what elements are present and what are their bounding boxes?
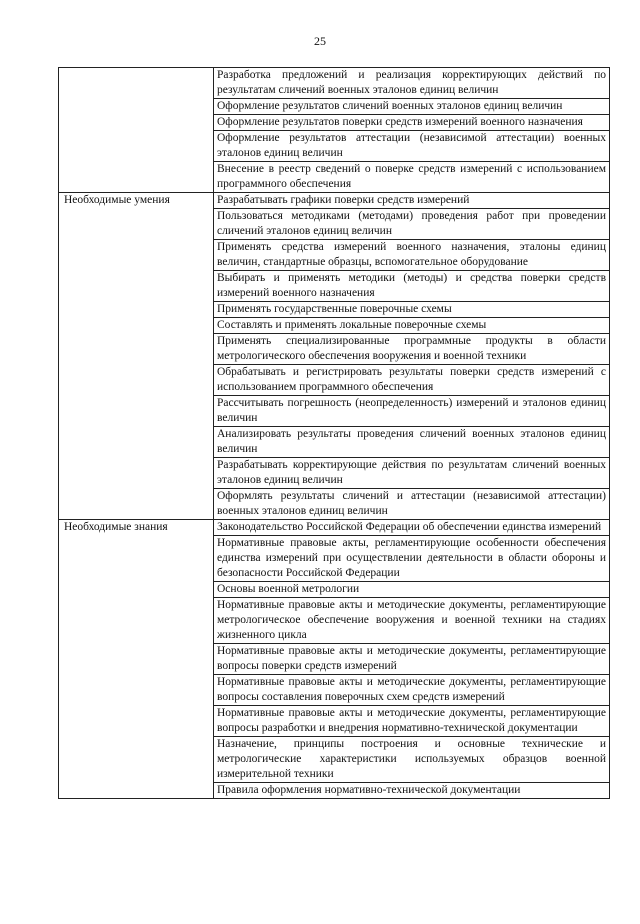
requirement-cell: [214, 582, 610, 598]
requirement-cell: [214, 193, 610, 209]
requirement-cell: [214, 131, 610, 162]
requirement-cell: [214, 68, 610, 99]
requirement-cell: [214, 334, 610, 365]
requirement-text: Нормативные правовые акты и методические документы, регламентирующие вопросы составления поверочных схем средств измерений: [217, 676, 606, 703]
requirement-cell: [214, 458, 610, 489]
table-row: [59, 68, 610, 99]
requirement-cell: [214, 115, 610, 131]
requirement-text: Оформление результатов сличений военных эталонов единиц величин: [217, 100, 563, 112]
requirement-cell: [214, 318, 610, 334]
requirement-cell: [214, 162, 610, 193]
requirement-cell: [214, 365, 610, 396]
requirement-text: Пользоваться методиками (методами) проведения работ при проведении сличений эталонов единиц величин: [217, 210, 606, 237]
requirement-text: Применять государственные поверочные схемы: [217, 303, 452, 315]
requirement-text: Назначение, принципы построения и основные технические и метрологические характеристики используемых образцов военной измерительной техники: [217, 738, 606, 780]
requirement-cell: [214, 99, 610, 115]
section-label-cell: [59, 68, 214, 193]
requirement-text: Выбирать и применять методики (методы) и средства поверки средств измерений военного назначения: [217, 272, 606, 299]
requirement-text: Оформление результатов аттестации (независимой аттестации) военных эталонов единиц величин: [217, 132, 606, 159]
requirement-text: Основы военной метрологии: [217, 583, 360, 595]
requirement-cell: [214, 675, 610, 706]
requirement-text: Законодательство Российской Федерации об обеспечении единства измерений: [217, 521, 602, 533]
requirement-cell: [214, 396, 610, 427]
requirement-cell: [214, 271, 610, 302]
requirement-cell: [214, 302, 610, 318]
section-label-cell: [59, 193, 214, 520]
requirement-text: Обрабатывать и регистрировать результаты поверки средств измерений с использованием программного обеспечения: [217, 366, 606, 393]
requirement-text: Составлять и применять локальные поверочные схемы: [217, 319, 487, 331]
requirement-text: Внесение в реестр сведений о поверке средств измерений с использованием программного обеспечения: [217, 163, 606, 190]
requirement-cell: [214, 737, 610, 783]
requirement-text: Правила оформления нормативно-технической документации: [217, 784, 521, 796]
requirement-text: Разрабатывать корректирующие действия по результатам сличений военных эталонов единиц величин: [217, 459, 606, 486]
requirements-table-body: [59, 68, 610, 799]
section-label: Необходимые умения: [64, 194, 170, 206]
table-row: [59, 193, 610, 209]
requirement-text: Нормативные правовые акты и методические документы, регламентирующие вопросы разработки и внедрения нормативно-технической документации: [217, 707, 606, 734]
requirement-text: Нормативные правовые акты, регламентирующие особенности обеспечения единства измерений при осуществлении деятельности в области обороны и безопасности Российской Федерации: [217, 537, 606, 579]
requirement-text: Разработка предложений и реализация корректирующих действий по результатам сличений военных эталонов единиц величин: [217, 69, 606, 96]
requirement-text: Оформление результатов поверки средств измерений военного назначения: [217, 116, 583, 128]
requirement-text: Нормативные правовые акты и методические документы, регламентирующие вопросы поверки средств измерений: [217, 645, 606, 672]
requirement-cell: [214, 706, 610, 737]
page-number: 25: [314, 34, 326, 48]
requirement-text: Оформлять результаты сличений и аттестации (независимой аттестации) военных эталонов единиц величин: [217, 490, 606, 517]
requirement-text: Разрабатывать графики поверки средств измерений: [217, 194, 470, 206]
requirement-cell: [214, 489, 610, 520]
requirement-text: Рассчитывать погрешность (неопределенность) измерений и эталонов единиц величин: [217, 397, 606, 424]
requirement-cell: [214, 598, 610, 644]
requirement-text: Анализировать результаты проведения сличений военных эталонов единиц величин: [217, 428, 606, 455]
requirement-cell: [214, 783, 610, 799]
requirement-text: Применять средства измерений военного назначения, эталоны единиц величин, стандартные образцы, вспомогательное оборудование: [217, 241, 606, 268]
requirement-cell: [214, 240, 610, 271]
requirement-cell: [214, 644, 610, 675]
requirement-cell: [214, 536, 610, 582]
requirement-cell: [214, 520, 610, 536]
section-label: Необходимые знания: [64, 521, 168, 533]
requirements-table: [58, 67, 610, 799]
requirement-cell: [214, 427, 610, 458]
requirement-text: Применять специализированные программные продукты в области метрологического обеспечения вооружения и военной техники: [217, 335, 606, 362]
requirement-text: Нормативные правовые акты и методические документы, регламентирующие метрологическое обеспечение вооружения и военной техники на стадиях жизненного цикла: [217, 599, 606, 641]
section-label-cell: [59, 520, 214, 799]
table-row: [59, 520, 610, 536]
requirement-cell: [214, 209, 610, 240]
